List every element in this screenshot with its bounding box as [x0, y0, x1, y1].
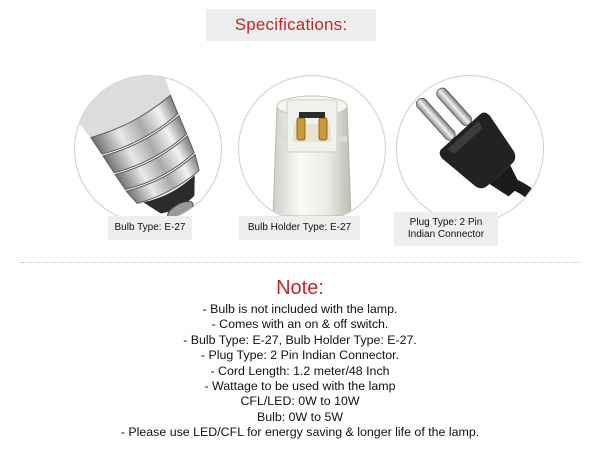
note-item: - Comes with an on & off switch.	[211, 317, 389, 332]
section-divider	[20, 262, 580, 263]
bulb-holder-type-label	[239, 216, 360, 240]
bulb-holder-icon	[239, 76, 385, 222]
specifications-banner	[206, 9, 376, 41]
note-item: - Wattage to be used with the lamp	[204, 379, 396, 394]
bulb-type-label	[108, 216, 192, 240]
note-item: - Bulb Type: E-27, Bulb Holder Type: E-27.	[183, 332, 417, 347]
note-item: - Bulb is not included with the lamp.	[202, 302, 398, 316]
notes-list	[0, 302, 600, 441]
note-item: Bulb: 0W to 5W	[256, 409, 344, 424]
bulb-base-image	[74, 75, 222, 223]
note-item: - Plug Type: 2 Pin Indian Connector.	[200, 348, 400, 363]
bulb-base-icon	[75, 76, 221, 222]
bulb-holder-type-text: Bulb Holder Type: E-27	[247, 221, 352, 233]
plug-icon	[397, 76, 543, 222]
note-item: - Cord Length: 1.2 meter/48 Inch	[210, 363, 390, 378]
bulb-type-text: Bulb Type: E-27	[114, 221, 186, 233]
note-item: - Please use LED/CFL for energy saving & longer life of the lamp.	[120, 425, 480, 440]
note-item: CFL/LED: 0W to 10W	[240, 394, 360, 409]
plug-type-label	[394, 212, 498, 246]
bulb-holder-image	[238, 75, 386, 223]
plug-image	[396, 75, 544, 223]
plug-type-text: Plug Type: 2 Pin Indian Connector	[407, 216, 485, 240]
note-title: Note:	[276, 277, 324, 299]
specifications-title: Specifications:	[234, 15, 348, 34]
